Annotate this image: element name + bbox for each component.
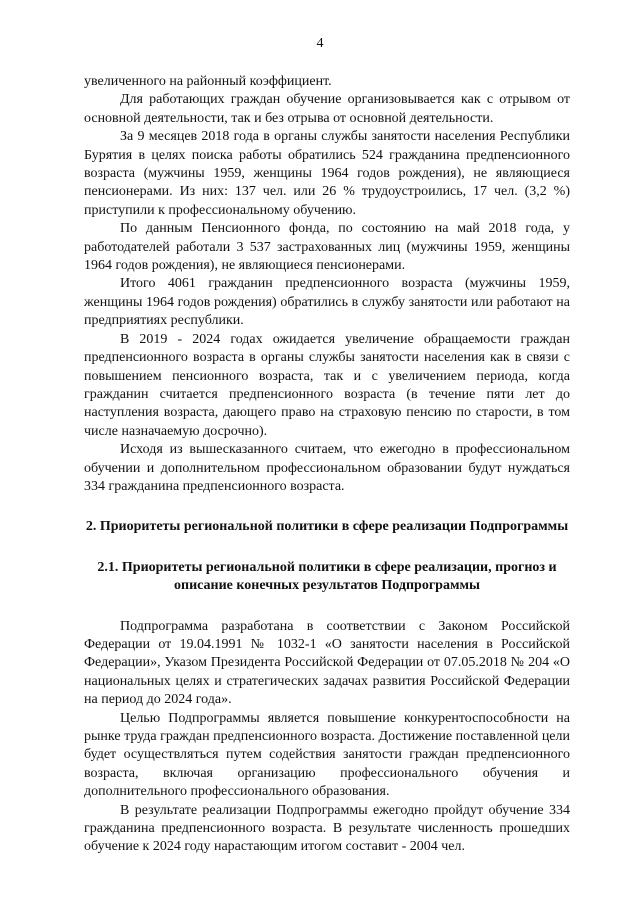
paragraph-results: В результате реализации Подпрограммы ежегодно пройдут обучение 334 гражданина предпенсионного возраста. В результате численность прошедших обучение к 2024 году нарастающим итогом составит - 2004 чел. <box>84 802 570 855</box>
subsection-heading: 2.1. Приоритеты региональной политики в сфере реализации, прогноз и описание конечных результатов Подпрограммы <box>97 559 557 594</box>
paragraph-goal: Целью Подпрограммы является повышение конкурентоспособности на рынке труда граждан предпенсионного возраста. Достижение поставленной цели будет осуществляться путем содействия занятости граждан предпенсионного возраста, включая организацию профессионального обучения и дополнительного профессионального образования. <box>84 710 570 800</box>
paragraph-employment-stats: За 9 месяцев 2018 года в органы службы занятости населения Республики Бурятия в целях поиска работы обратились 524 гражданина предпенсионного возраста (мужчины 1959, женщины 1964 годов рождения), не являющиеся пенсионерами. Из них: 137 чел. или 26 % трудоустроились, 17 чел. (3,2 %) приступили к профессиональному обучению. <box>84 129 570 218</box>
paragraph-legal-basis: Подпрограмма разработана в соответствии с Законом Российской Федерации от 19.04.1991 № 1032-1 «О занятости населения в Российской Федерации», Указом Президента Российской Федерации от 07.05.2018 № 204 «О национальных целях и стратегических задачах развития Российской Федерации на период до 2024 года». <box>84 618 570 708</box>
paragraph-continuation: увеличенного на районный коэффициент. <box>84 74 332 89</box>
paragraph-total-citizens: Итого 4061 гражданин предпенсионного возраста (мужчины 1959, женщины 1964 годов рождения) обратились в службу занятости или работают на предприятиях республики. <box>84 276 570 329</box>
paragraph-conclusion: Исходя из вышесказанного считаем, что ежегодно в профессиональном обучении и дополнительном профессиональном образовании будут нуждаться 334 гражданина предпенсионного возраста. <box>84 442 570 494</box>
page-number: 4 <box>316 36 324 51</box>
section-heading: 2. Приоритеты региональной политики в сфере реализации Подпрограммы <box>85 519 569 535</box>
paragraph-forecast: В 2019 - 2024 годах ожидается увеличение обращаемости граждан предпенсионного возраста в органы службы занятости населения как в связи с повышением пенсионного возраста, так и с увеличением периода, когда гражданин считается предпенсионного возраста (в течение пяти лет до наступления возраста, дающего право на страховую пенсию по старости, в том числе назначаемую досрочно). <box>84 331 570 439</box>
document-body <box>84 73 570 857</box>
paragraph-training-forms: Для работающих граждан обучение организовывается как с отрывом от основной деятельности, так и без отрыва от основной деятельности. <box>84 92 570 126</box>
paragraph-pension-fund-data: По данным Пенсионного фонда, по состоянию на май 2018 года, у работодателей работали 3 537 застрахованных лиц (мужчины 1959, женщины 1964 годов рождения), не являющиеся пенсионерами. <box>84 221 570 274</box>
